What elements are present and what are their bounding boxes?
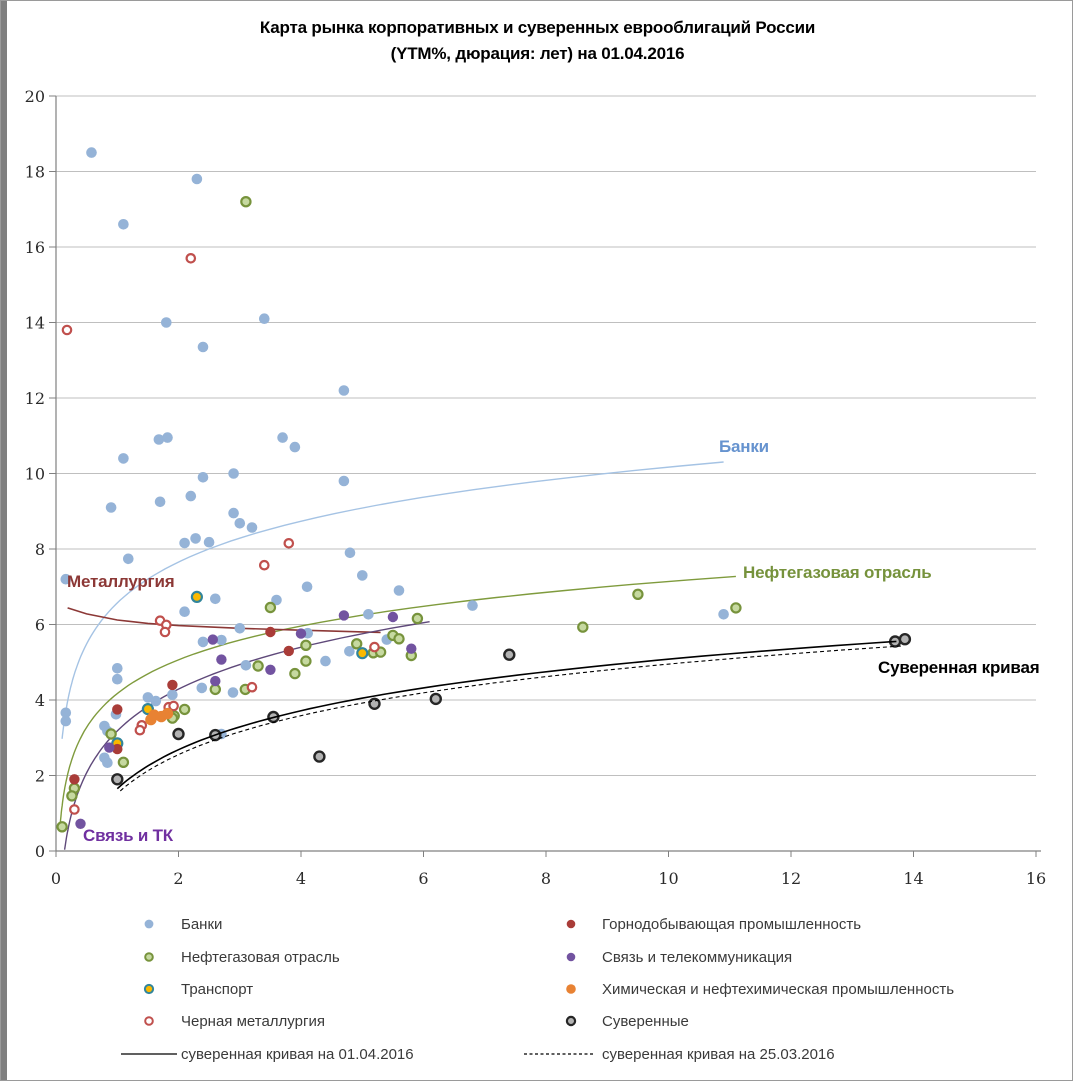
x-tick-label-0: 0 — [50, 869, 62, 888]
point-Черная металлургия — [285, 539, 293, 547]
point-Суверенные — [900, 634, 910, 644]
point-Банки — [345, 548, 356, 559]
point-Нефтегазовая отрасль — [413, 614, 422, 623]
curve-annotation-Металлургия: Металлургия — [67, 572, 175, 591]
legend-label-Транспорт: Транспорт — [181, 981, 254, 998]
point-Черная металлургия — [70, 805, 78, 813]
legend-marker-Черная металлургия — [145, 1017, 153, 1025]
y-tick-label-18: 18 — [24, 162, 45, 182]
legend-label-Суверенные: Суверенные — [602, 1013, 689, 1030]
point-Связь и телекоммуникация — [388, 612, 398, 622]
point-Транспорт — [357, 648, 367, 658]
y-tick-label-6: 6 — [34, 615, 45, 635]
point-Связь и телекоммуникация — [406, 644, 416, 654]
chart-title-line1: Карта рынка корпоративных и суверенных еврооблигаций России — [259, 18, 816, 37]
legend-label-Связь и телекоммуникация: Связь и телекоммуникация — [602, 949, 793, 966]
y-tick-label-4: 4 — [34, 691, 45, 710]
point-Банки — [363, 609, 374, 620]
legend-marker-Банки — [145, 920, 154, 929]
legend-marker-Суверенные — [567, 1017, 575, 1025]
point-Банки — [192, 174, 203, 185]
point-Банки — [204, 537, 215, 548]
point-Банки — [467, 600, 478, 611]
point-Банки — [241, 660, 252, 671]
y-tick-label-0: 0 — [34, 842, 45, 861]
point-Банки — [112, 663, 123, 674]
y-tick-label-2: 2 — [34, 766, 45, 786]
legend-label-суверенная кривая на 01.04.2016: суверенная кривая на 01.04.2016 — [181, 1046, 414, 1063]
x-tick-label-12: 12 — [780, 869, 802, 888]
point-Нефтегазовая отрасль — [578, 623, 587, 632]
x-tick-label-4: 4 — [295, 869, 307, 888]
legend-label-Черная металлургия: Черная металлургия — [181, 1013, 325, 1030]
point-Связь и телекоммуникация — [216, 654, 226, 664]
point-Банки — [228, 687, 239, 698]
point-Банки — [228, 468, 239, 479]
point-Нефтегазовая отрасль — [67, 791, 76, 800]
point-Черная металлургия — [370, 643, 378, 651]
x-tick-label-6: 6 — [418, 869, 429, 888]
legend-label-Горнодобывающая промышленность: Горнодобывающая промышленность — [602, 916, 862, 933]
point-Нефтегазовая отрасль — [241, 197, 250, 206]
point-Банки — [235, 623, 246, 634]
point-Банки — [162, 432, 173, 443]
legend-marker-Нефтегазовая отрасль — [145, 953, 153, 961]
point-Нефтегазовая отрасль — [180, 705, 189, 714]
legend-marker-Транспорт — [145, 985, 153, 993]
point-Суверенные — [431, 694, 441, 704]
point-Нефтегазовая отрасль — [633, 590, 642, 599]
legend-label-суверенная кривая на 25.03.2016: суверенная кривая на 25.03.2016 — [602, 1046, 835, 1063]
x-tick-label-10: 10 — [658, 869, 679, 888]
point-Нефтегазовая отрасль — [352, 639, 361, 648]
point-Банки — [112, 674, 123, 685]
x-tick-label-8: 8 — [540, 869, 552, 888]
y-tick-label-10: 10 — [24, 464, 45, 484]
y-tick-label-16: 16 — [24, 238, 45, 257]
point-Банки — [339, 385, 350, 396]
point-Банки — [106, 502, 117, 513]
point-Нефтегазовая отрасль — [119, 758, 128, 767]
point-Нефтегазовая отрасль — [731, 603, 740, 612]
point-Банки — [167, 689, 178, 700]
point-Банки — [61, 716, 72, 727]
point-Банки — [259, 313, 270, 324]
point-Нефтегазовая отрасль — [290, 669, 299, 678]
point-Нефтегазовая отрасль — [394, 634, 403, 643]
y-tick-label-12: 12 — [24, 389, 45, 408]
x-tick-label-2: 2 — [173, 869, 184, 888]
point-Нефтегазовая отрасль — [301, 641, 310, 650]
chart-title-line2: (YTM%, дюрация: лет) на 01.04.2016 — [390, 44, 685, 63]
point-Нефтегазовая отрасль — [107, 729, 116, 738]
y-tick-label-20: 20 — [24, 87, 45, 106]
point-Горнодобывающая промышленность — [284, 646, 294, 656]
point-Банки — [210, 594, 221, 605]
point-Черная металлургия — [63, 326, 71, 334]
point-Банки — [394, 585, 405, 596]
point-Банки — [179, 606, 190, 617]
curve-annotation-Банки: Банки — [719, 437, 769, 456]
point-Черная металлургия — [187, 254, 195, 262]
point-Банки — [190, 533, 201, 544]
point-Нефтегазовая отрасль — [58, 822, 67, 831]
curve-annotation-Связь и ТК: Связь и ТК — [83, 826, 173, 845]
x-tick-label-16: 16 — [1025, 869, 1047, 888]
point-Горнодобывающая промышленность — [167, 680, 177, 690]
point-Горнодобывающая промышленность — [69, 774, 79, 784]
point-Черная металлургия — [260, 561, 268, 569]
point-Банки — [235, 518, 246, 529]
point-Связь и телекоммуникация — [339, 610, 349, 620]
point-Банки — [161, 317, 172, 328]
point-Банки — [339, 476, 350, 487]
point-Связь и телекоммуникация — [210, 676, 220, 686]
legend-marker-Химическая и нефтехимическая промышленность — [566, 984, 576, 994]
point-Банки — [302, 582, 313, 593]
point-Банки — [179, 538, 190, 549]
point-Химическая и нефтехимическая промышленность — [162, 708, 173, 719]
point-Суверенные — [112, 774, 122, 784]
point-Банки — [198, 342, 209, 353]
point-Черная металлургия — [161, 628, 169, 636]
y-tick-label-14: 14 — [24, 313, 45, 333]
point-Банки — [86, 147, 97, 158]
point-Банки — [277, 432, 288, 443]
point-Банки — [357, 570, 368, 581]
point-Связь и телекоммуникация — [265, 665, 275, 675]
point-Суверенные — [174, 729, 184, 739]
point-Банки — [247, 522, 258, 533]
point-Связь и телекоммуникация — [208, 634, 218, 644]
curve-суверенная кривая на 01.04.2016 — [117, 641, 896, 788]
point-Нефтегазовая отрасль — [254, 661, 263, 670]
curve-annotation-Нефтегазовая отрасль: Нефтегазовая отрасль — [743, 563, 932, 582]
point-Связь и телекоммуникация — [296, 628, 306, 638]
point-Нефтегазовая отрасль — [301, 657, 310, 666]
point-Черная металлургия — [248, 683, 256, 691]
scatter-plot — [1, 1, 1073, 1081]
point-Банки — [123, 554, 134, 565]
curve-annotation-Суверенная кривая: Суверенная кривая — [878, 658, 1040, 677]
legend-marker-Связь и телекоммуникация — [567, 953, 576, 962]
point-Черная металлургия — [136, 726, 144, 734]
point-Банки — [102, 757, 113, 768]
point-Суверенные — [314, 752, 324, 762]
point-Банки — [118, 219, 129, 230]
point-Банки — [155, 497, 166, 508]
point-Связь и телекоммуникация — [104, 742, 114, 752]
point-Банки — [290, 442, 301, 453]
point-Банки — [718, 609, 729, 620]
point-Банки — [186, 491, 197, 502]
point-Банки — [197, 683, 208, 694]
legend-label-Химическая и нефтехимическая промышленность: Химическая и нефтехимическая промышленность — [602, 981, 955, 998]
point-Горнодобывающая промышленность — [112, 704, 122, 714]
curve-суверенная кривая на 25.03.2016 — [120, 646, 901, 791]
point-Суверенные — [504, 650, 514, 660]
point-Нефтегазовая отрасль — [266, 603, 275, 612]
point-Транспорт — [192, 592, 202, 602]
point-Банки — [228, 508, 239, 519]
point-Банки — [118, 453, 129, 464]
point-Горнодобывающая промышленность — [265, 627, 275, 637]
legend-label-Банки: Банки — [181, 916, 223, 933]
point-Банки — [320, 656, 331, 667]
legend-label-Нефтегазовая отрасль: Нефтегазовая отрасль — [181, 949, 340, 966]
point-Банки — [198, 472, 209, 483]
point-Банки — [198, 637, 209, 648]
legend-marker-Горнодобывающая промышленность — [567, 920, 576, 929]
x-tick-label-14: 14 — [903, 869, 924, 888]
y-tick-label-8: 8 — [34, 540, 45, 559]
